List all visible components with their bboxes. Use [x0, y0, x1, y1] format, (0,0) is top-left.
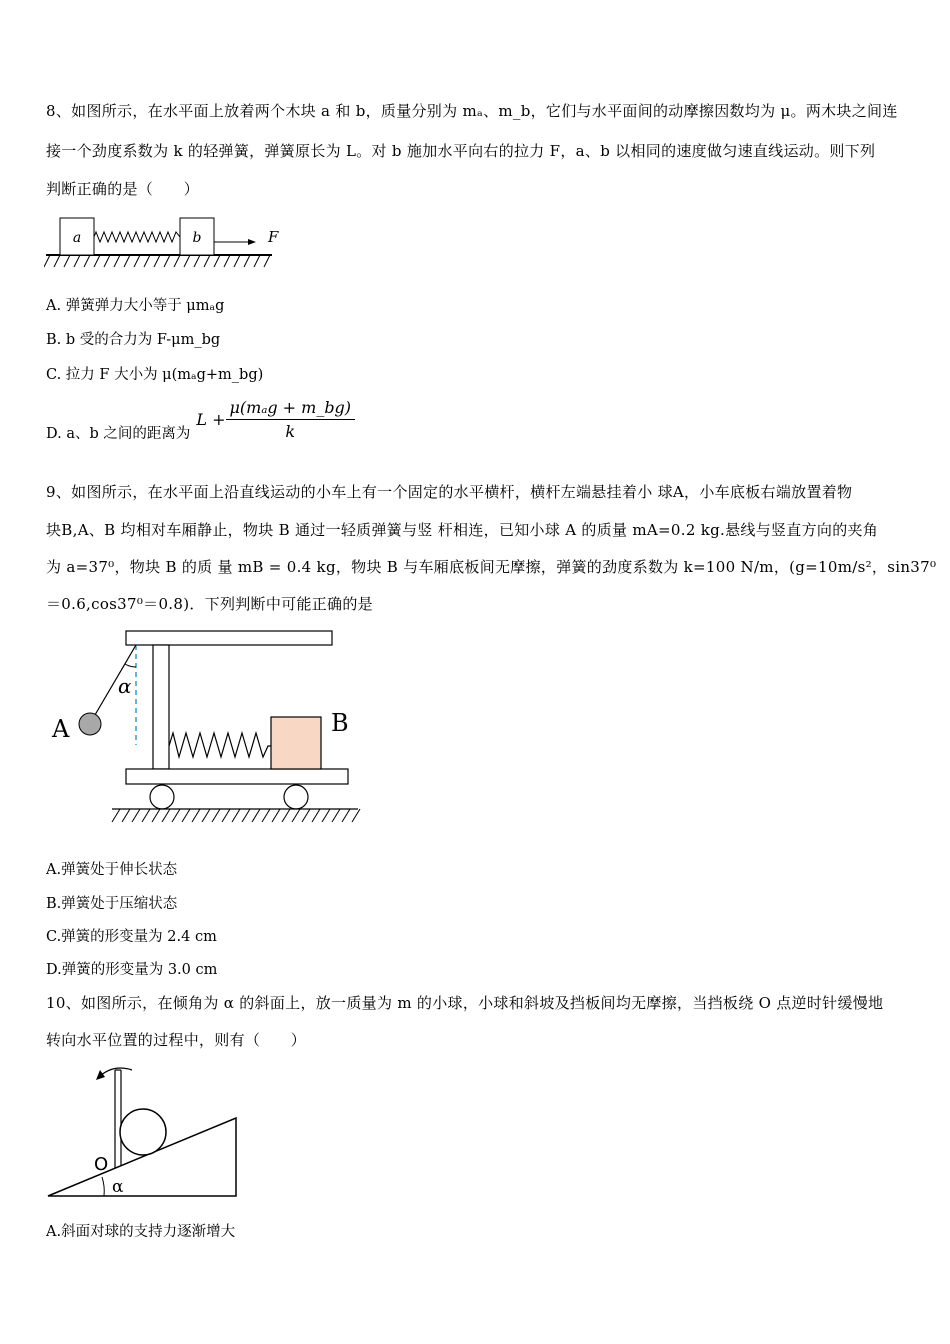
q8-block-b-label: b [192, 230, 202, 246]
q10-figure [44, 1062, 244, 1202]
q8-line-3: 判断正确的是（ ） [46, 180, 200, 198]
q8-option-d [46, 396, 355, 443]
q8-figure [44, 212, 284, 274]
q8-option-d-numerator: μ(mₐg + m_bg) [226, 398, 356, 420]
q8-option-d-prefix: D. a、b 之间的距离为 [46, 426, 191, 442]
q9-line-2: 块B,A、B 均相对车厢静止，物块 B 通过一轻质弹簧与竖 杆相连，已知小球 A 的质量 mA=0.2 kg.悬线与竖直方向的夹角 [46, 521, 879, 539]
q9-option-b: B.弹簧处于压缩状态 [46, 896, 178, 912]
q9-option-d: D.弹簧的形变量为 3.0 cm [46, 962, 218, 978]
q9-line-3: 为 a=37⁰，物块 B 的质 量 mB = 0.4 kg，物块 B 与车厢底板间无摩擦，弹簧的劲度系数为 k=100 N/m，(g=10m/s²，sin37⁰ [46, 558, 937, 576]
q10-pivot-label: O [94, 1154, 109, 1175]
q8-option-c: C. 拉力 F 大小为 μ(mₐg+m_bg) [46, 367, 264, 383]
q8-option-d-expr-left: L + [196, 410, 226, 429]
q8-force-label: F [268, 228, 279, 246]
q9-block-b-label: B [331, 709, 349, 737]
q9-option-a: A.弹簧处于伸长状态 [46, 862, 178, 878]
q9-line-4: ＝0.6,cos37⁰＝0.8)．下列判断中可能正确的是 [46, 595, 373, 613]
q10-angle-label: α [112, 1177, 124, 1197]
q10-line-1: 10、如图所示，在倾角为 α 的斜面上，放一质量为 m 的小球，小球和斜坡及挡板间均无摩擦，当挡板绕 O 点逆时针缓慢地 [46, 994, 884, 1012]
q8-block-a-label: a [72, 230, 82, 246]
q8-option-d-denominator: k [285, 422, 296, 441]
q8-line-1: 8、如图所示，在水平面上放着两个木块 a 和 b，质量分别为 mₐ、m_b，它们与水平面间的动摩擦因数均为 μ。两木块之间连 [46, 102, 898, 120]
q8-option-b: B. b 受的合力为 F-μm_bg [46, 332, 221, 348]
q9-angle-label: α [118, 674, 132, 698]
q9-option-c: C.弹簧的形变量为 2.4 cm [46, 929, 217, 945]
q10-option-a: A.斜面对球的支持力逐渐增大 [46, 1224, 236, 1240]
q9-figure [46, 625, 366, 830]
q8-option-d-fraction [226, 398, 356, 441]
q10-line-2: 转向水平位置的过程中，则有（ ） [46, 1031, 307, 1049]
q9-line-1: 9、如图所示，在水平面上沿直线运动的小车上有一个固定的水平横杆，横杆左端悬挂着小 球A，小车底板右端放置着物 [46, 483, 853, 501]
q8-line-2: 接一个劲度系数为 k 的轻弹簧，弹簧原长为 L。对 b 施加水平向右的拉力 F，a、b 以相同的速度做匀速直线运动。则下列 [46, 142, 876, 160]
q8-option-a: A. 弹簧弹力大小等于 μmₐg [46, 298, 225, 314]
q9-ball-a-label: A [52, 715, 70, 743]
